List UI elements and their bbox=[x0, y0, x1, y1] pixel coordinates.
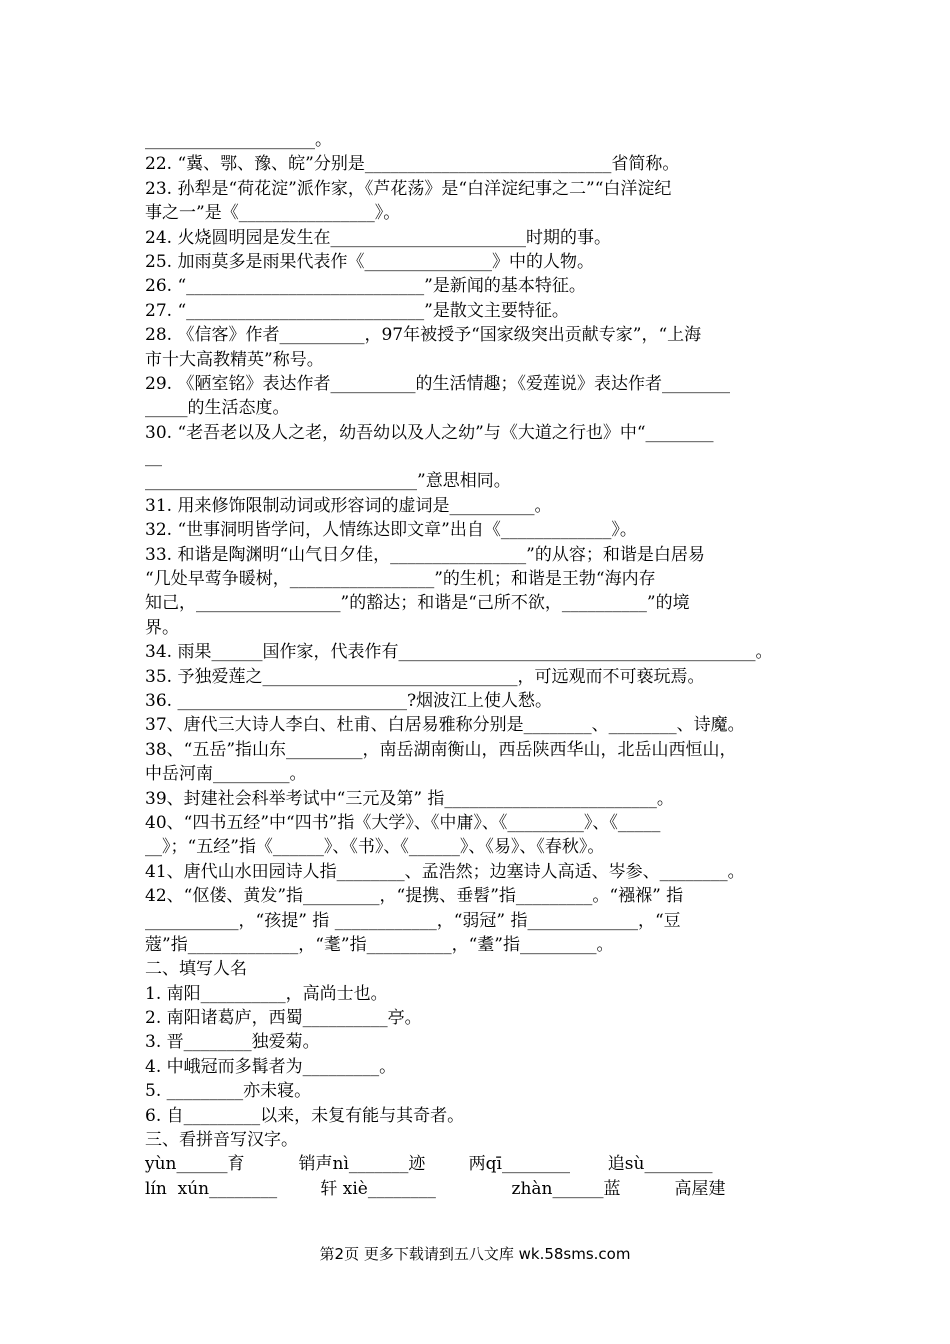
text-line: 2. 南阳诸葛庐，西蜀__________亭。 bbox=[145, 1008, 422, 1029]
text-line: _____的生活态度。 bbox=[145, 398, 290, 419]
text-line: ____________________。 bbox=[145, 130, 332, 150]
text-line: 40、“四书五经”中“四书”指《大学》、《中庸》、《_________》、《_____ bbox=[145, 812, 661, 833]
section-heading: 三、看拼音写汉字。 bbox=[145, 1130, 298, 1151]
text-line: 27. “____________________________”是散文主要特征。 bbox=[145, 300, 569, 321]
text-line: 41、唐代山水田园诗人指________、孟浩然；边塞诗人高适、岑参、________。 bbox=[145, 861, 745, 882]
text-line: 31. 用来修饰限制动词或形容词的虚词是__________。 bbox=[145, 495, 552, 516]
text-line: 38、“五岳”指山东_________，南岳湖南衡山，西岳陕西华山，北岳山西恒山， bbox=[145, 739, 737, 760]
text-line: 34. 雨果______国作家，代表作有__________________________________________。 bbox=[145, 642, 773, 663]
text-line: ________________________________”意思相同。 bbox=[145, 471, 511, 492]
text-line: ___________，“孩提” 指 ____________，“弱冠” 指_____________，“豆 bbox=[145, 910, 681, 931]
text-line: 知己，_________________”的豁达；和谐是“己所不欲，__________”的境 bbox=[145, 593, 690, 614]
text-line: 蔻”指_____________，“耄”指__________，“耋”指_________。 bbox=[145, 934, 614, 955]
text-line: 界。 bbox=[145, 617, 179, 638]
text-line: 30. “老吾老以及人之老，幼吾幼以及人之幼”与《大道之行也》中“________ bbox=[145, 422, 714, 443]
text-line: 25. 加雨莫多是雨果代表作《_______________》中的人物。 bbox=[145, 251, 594, 272]
text-line: 29. 《陋室铭》表达作者__________的生活情趣；《爱莲说》表达作者________ bbox=[145, 373, 730, 394]
text-line: 4. 中峨冠而多髯者为_________。 bbox=[145, 1056, 397, 1077]
text-line: “几处早莺争暖树，_________________”的生机；和谐是王勃“海内存 bbox=[145, 569, 656, 590]
text-line: 3. 晋________独爱菊。 bbox=[145, 1032, 320, 1053]
text-line: 35. 予独爱莲之______________________________，可远观而不可亵玩焉。 bbox=[145, 666, 705, 687]
text-line: 5. _________亦未寝。 bbox=[145, 1081, 312, 1102]
text-line: 24. 火烧圆明园是发生在_______________________时期的事。 bbox=[145, 227, 611, 248]
text-line: 市十大高教精英”称号。 bbox=[145, 349, 324, 370]
text-line: __ bbox=[145, 447, 162, 468]
text-line: 42、“伛偻、黄发”指_________，“提携、垂髫”指_________。“襁褓” 指 bbox=[145, 886, 684, 907]
text-line: 26. “____________________________”是新闻的基本特征。 bbox=[145, 276, 586, 297]
question-list bbox=[145, 128, 810, 1201]
text-line: 33. 和谐是陶渊明“山气日夕佳，________________”的从容；和谐是白居易 bbox=[145, 544, 705, 565]
text-line: 事之一”是《________________》。 bbox=[145, 203, 401, 224]
page-footer: 第2页 更多下载请到五八文库 wk.58sms.com bbox=[319, 1245, 631, 1263]
text-line: 1. 南阳__________，高尚士也。 bbox=[145, 983, 388, 1004]
pinyin-line: yùn______育 销声nì_______迹 两qī________ 追sù________ bbox=[145, 1154, 713, 1175]
text-line: __》；“五经”指《______》、《书》、《______》、《易》、《春秋》。 bbox=[145, 837, 605, 858]
text-line: 22. “冀、鄂、豫、皖”分别是_____________________________省简称。 bbox=[145, 154, 680, 175]
text-line: 中岳河南_________。 bbox=[145, 764, 307, 785]
text-line: 36. ___________________________?烟波江上使人愁。 bbox=[145, 690, 553, 711]
text-line: 37、唐代三大诗人李白、杜甫、白居易雅称分别是________、________、诗魔。 bbox=[145, 715, 745, 736]
text-line: 39、封建社会科举考试中“三元及第” 指_________________________。 bbox=[145, 788, 674, 809]
pinyin-line: lín xún________ 轩 xiè________ zhàn______蓝 高屋建 bbox=[145, 1178, 726, 1199]
text-line: 28. 《信客》作者__________，97年被授予“国家级突出贡献专家”，“上海 bbox=[145, 325, 702, 346]
text-line: 32. “世事洞明皆学问，人情练达即文章”出自《_____________》。 bbox=[145, 520, 637, 541]
section-heading: 二、填写人名 bbox=[145, 959, 247, 980]
text-line: 23. 孙犁是“荷花淀”派作家，《芦花荡》是“白洋淀纪事之二”“白洋淀纪 bbox=[145, 178, 672, 199]
text-line: 6. 自_________以来，未复有能与其奇者。 bbox=[145, 1105, 465, 1126]
